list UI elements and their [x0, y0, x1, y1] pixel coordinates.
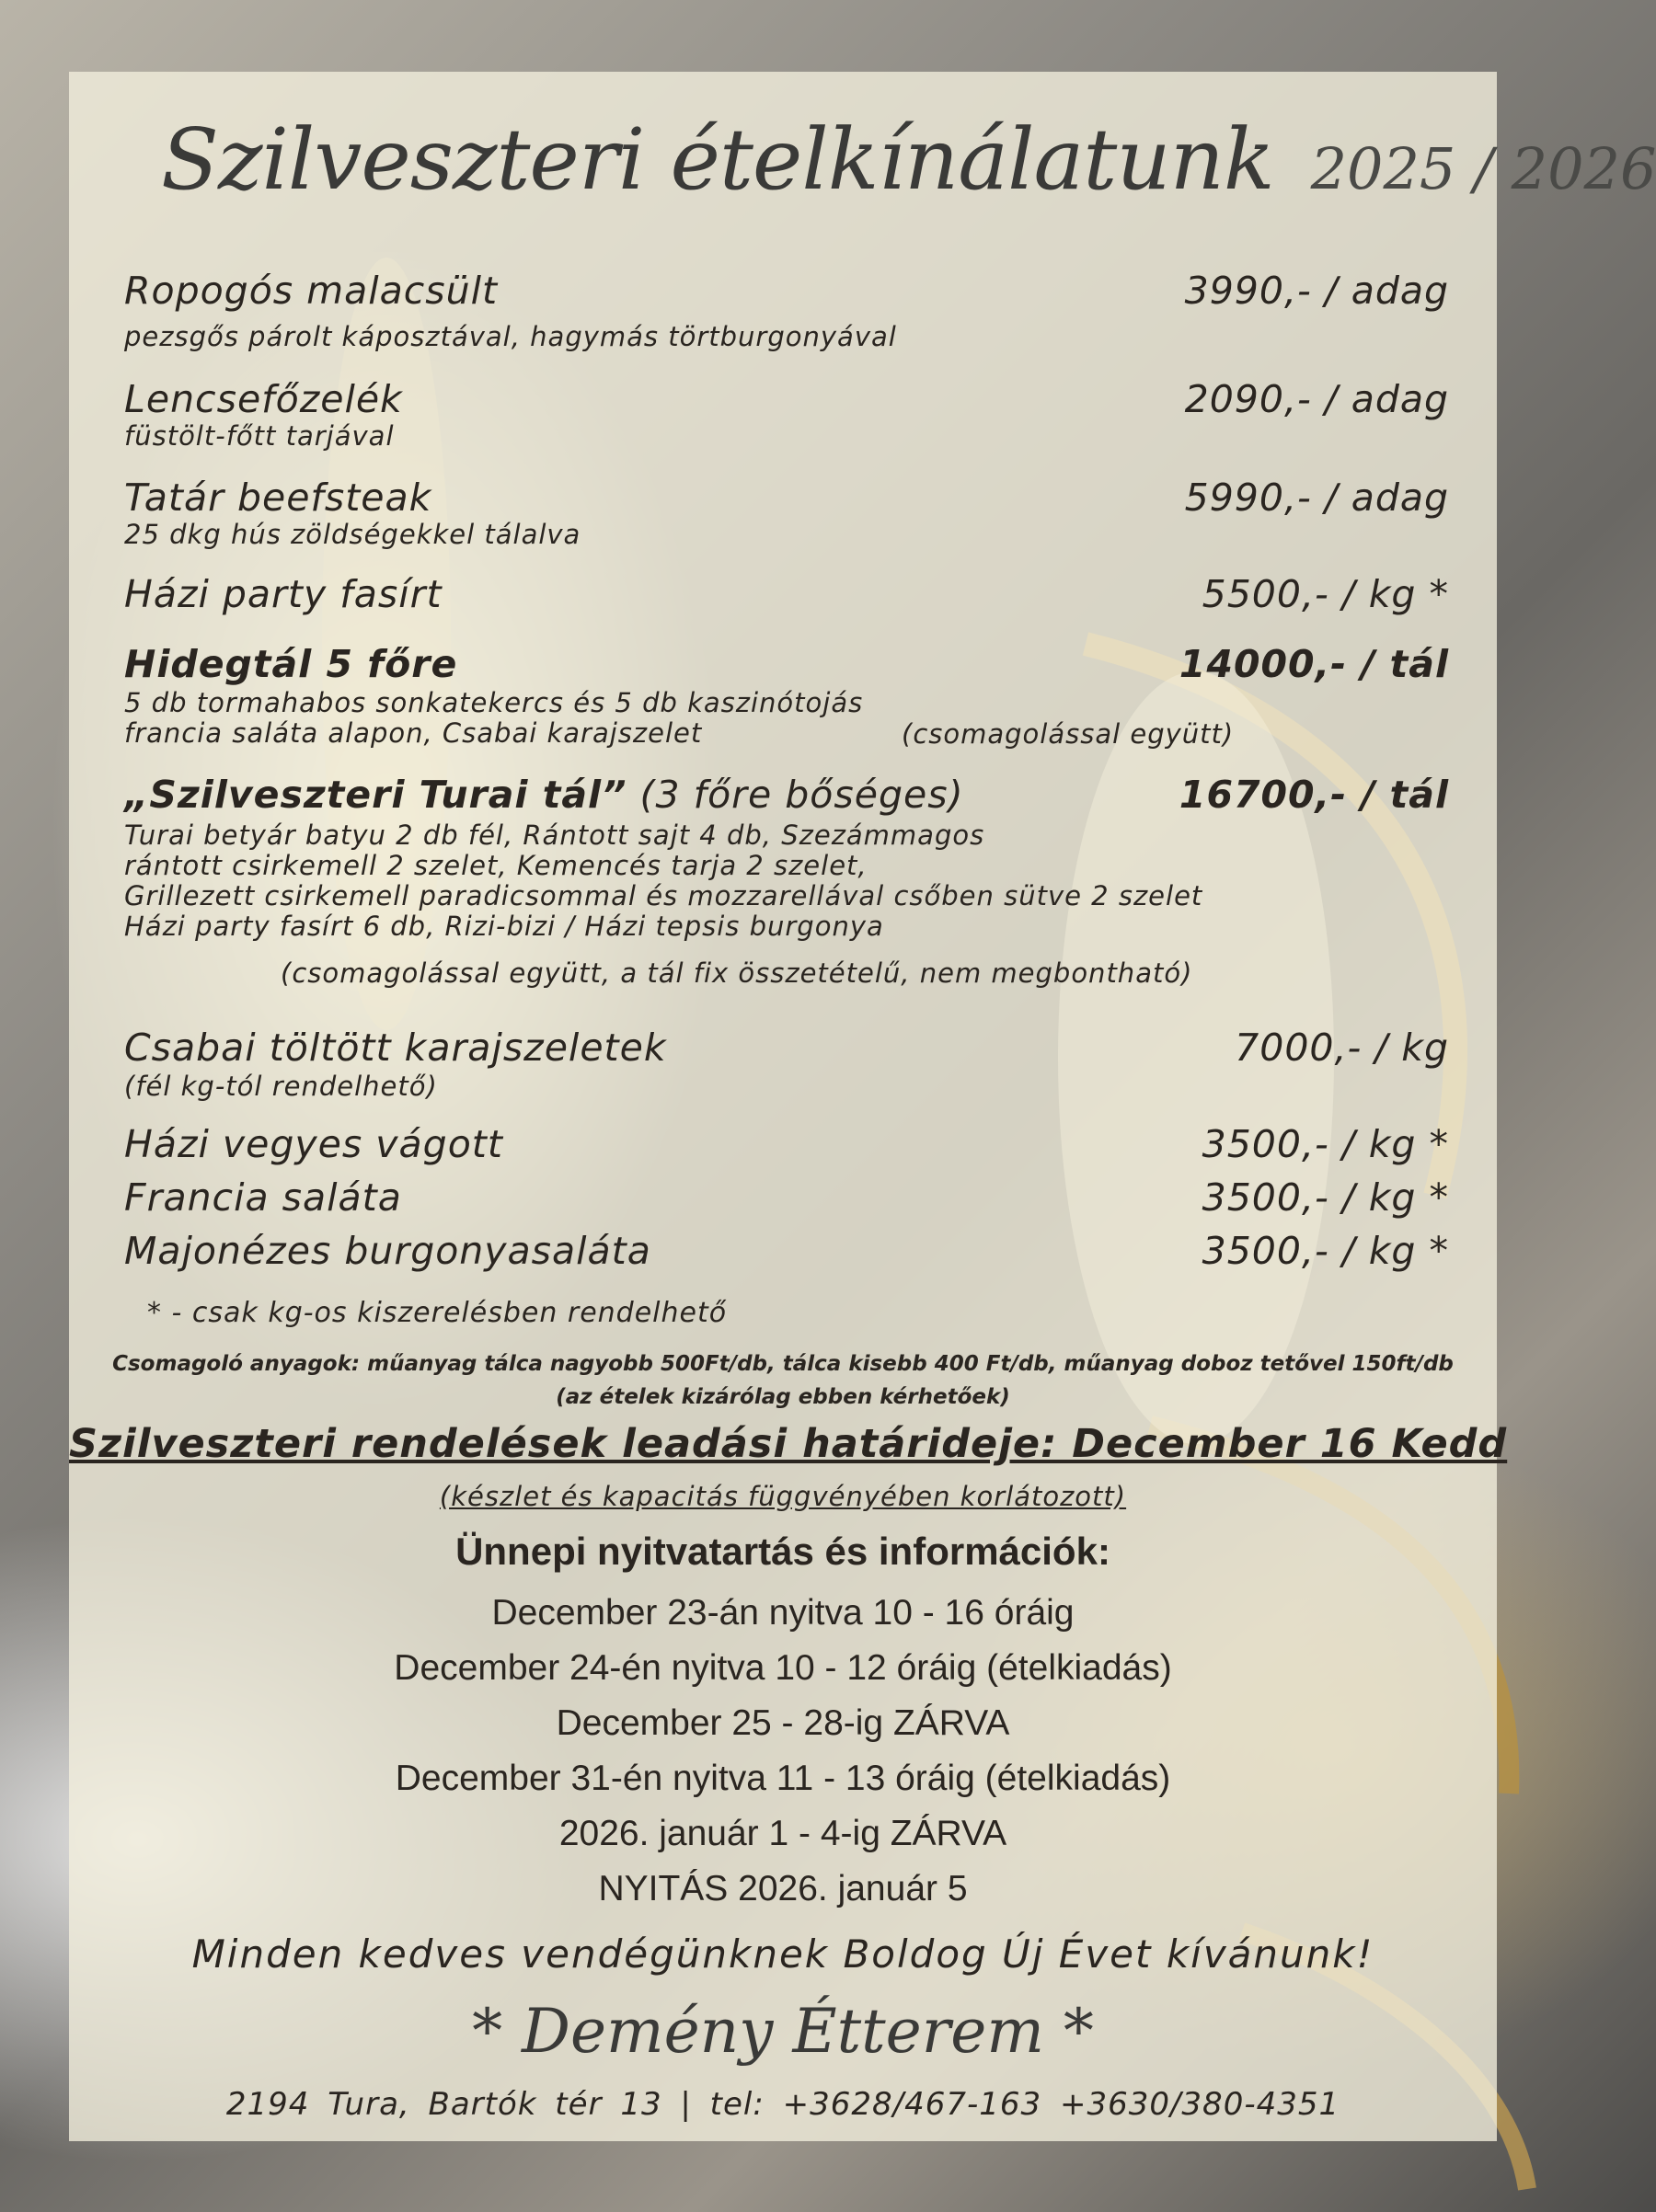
item-description: Grillezett csirkemell paradicsommal és mozzarellával csőben sütve 2 szelet — [124, 880, 1203, 911]
holiday-hours-line: 2026. január 1 - 4-ig ZÁRVA — [558, 1814, 1007, 1853]
footnote: * - csak kg-os kiszerelésben rendelhető — [147, 1297, 728, 1329]
page-title — [161, 110, 1656, 209]
item-description: (fél kg-tól rendelhető) — [124, 1071, 438, 1102]
new-year-wish: Minden kedves vendégünknek Boldog Új Évet kívánunk! — [191, 1931, 1374, 1977]
item-name: Francia saláta — [124, 1175, 402, 1220]
holiday-hours-line: NYITÁS 2026. január 5 — [598, 1869, 968, 1908]
holiday-title: Ünnepi nyitvatartás és információk: — [455, 1530, 1110, 1573]
item-description: 25 dkg hús zöldségekkel tálalva — [124, 519, 581, 550]
item-name: Tatár beefsteak — [124, 476, 432, 520]
item-price: 3500,- / kg * — [1202, 1229, 1449, 1273]
item-name: Hidegtál 5 főre — [124, 642, 458, 686]
item-price: 2090,- / adag — [1184, 377, 1449, 421]
item-description: füstölt-főtt tarjával — [124, 420, 395, 452]
order-deadline: Szilveszteri rendelések leadási határideje: December 16 Kedd — [69, 1421, 1508, 1467]
item-price: 16700,- / tál — [1179, 773, 1449, 817]
holiday-hours-line: December 25 - 28-ig ZÁRVA — [556, 1703, 1010, 1743]
holiday-hours-line: December 24-én nyitva 10 - 12 óráig (ételkiadás) — [394, 1648, 1172, 1688]
item-description: 5 db tormahabos sonkatekercs és 5 db kaszinótojás — [124, 687, 864, 718]
item-price: 3990,- / adag — [1184, 269, 1449, 313]
title-years: 2025 / 2026 — [1310, 135, 1656, 202]
item-note: (csomagolással együtt, a tál fix összetételű, nem megbontható) — [281, 957, 1193, 989]
item-description: Házi party fasírt 6 db, Rizi-bizi / Házi tepsis burgonya — [124, 911, 884, 942]
item-description: francia saláta alapon, Csabai karajszelet — [124, 717, 703, 749]
item-name: Lencsefőzelék — [124, 377, 403, 421]
deadline-note: (készlet és kapacitás függvényében korlátozott) — [439, 1481, 1127, 1512]
item-price: 3500,- / kg * — [1202, 1175, 1449, 1220]
packaging-note: (az ételek kizárólag ebben kérhetőek) — [556, 1385, 1010, 1409]
holiday-hours-line: December 23-án nyitva 10 - 16 óráig — [491, 1593, 1075, 1633]
item-name: Majonézes burgonyasaláta — [124, 1229, 651, 1273]
item-price: 3500,- / kg * — [1202, 1122, 1449, 1166]
item-name: Ropogós malacsült — [124, 269, 499, 313]
item-name: Csabai töltött karajszeletek — [124, 1026, 667, 1070]
holiday-hours-line: December 31-én nyitva 11 - 13 óráig (ételkiadás) — [395, 1759, 1171, 1798]
item-price: 5500,- / kg * — [1202, 572, 1449, 616]
item-price: 5990,- / adag — [1184, 476, 1449, 520]
packaging-info: Csomagoló anyagok: műanyag tálca nagyobb 500Ft/db, tálca kisebb 400 Ft/db, műanyag doboz tetővel 150ft/db — [112, 1352, 1454, 1376]
item-price: 14000,- / tál — [1179, 642, 1449, 686]
item-name — [124, 773, 964, 817]
item-name: Házi party fasírt — [124, 572, 443, 616]
item-description: pezsgős párolt káposztával, hagymás törtburgonyával — [124, 321, 897, 352]
item-description: Turai betyár batyu 2 db fél, Rántott sajt 4 db, Szezámmagos — [124, 819, 985, 851]
item-note: (csomagolással együtt) — [902, 718, 1235, 750]
contact-footer: 2194 Tura, Bartók tér 13 | tel: +3628/467-163 +3630/380-4351 — [225, 2086, 1340, 2123]
item-name: Házi vegyes vágott — [124, 1122, 503, 1166]
title-main: Szilveszteri ételkínálatunk — [161, 110, 1274, 209]
restaurant-name: * Demény Étterem * — [472, 1996, 1094, 2067]
item-name-extra: (3 főre bőséges) — [639, 773, 964, 817]
item-description: rántott csirkemell 2 szelet, Kemencés tarja 2 szelet, — [124, 850, 868, 881]
item-name-main: „Szilveszteri Turai tál” — [124, 773, 627, 817]
item-price: 7000,- / kg — [1235, 1026, 1449, 1070]
